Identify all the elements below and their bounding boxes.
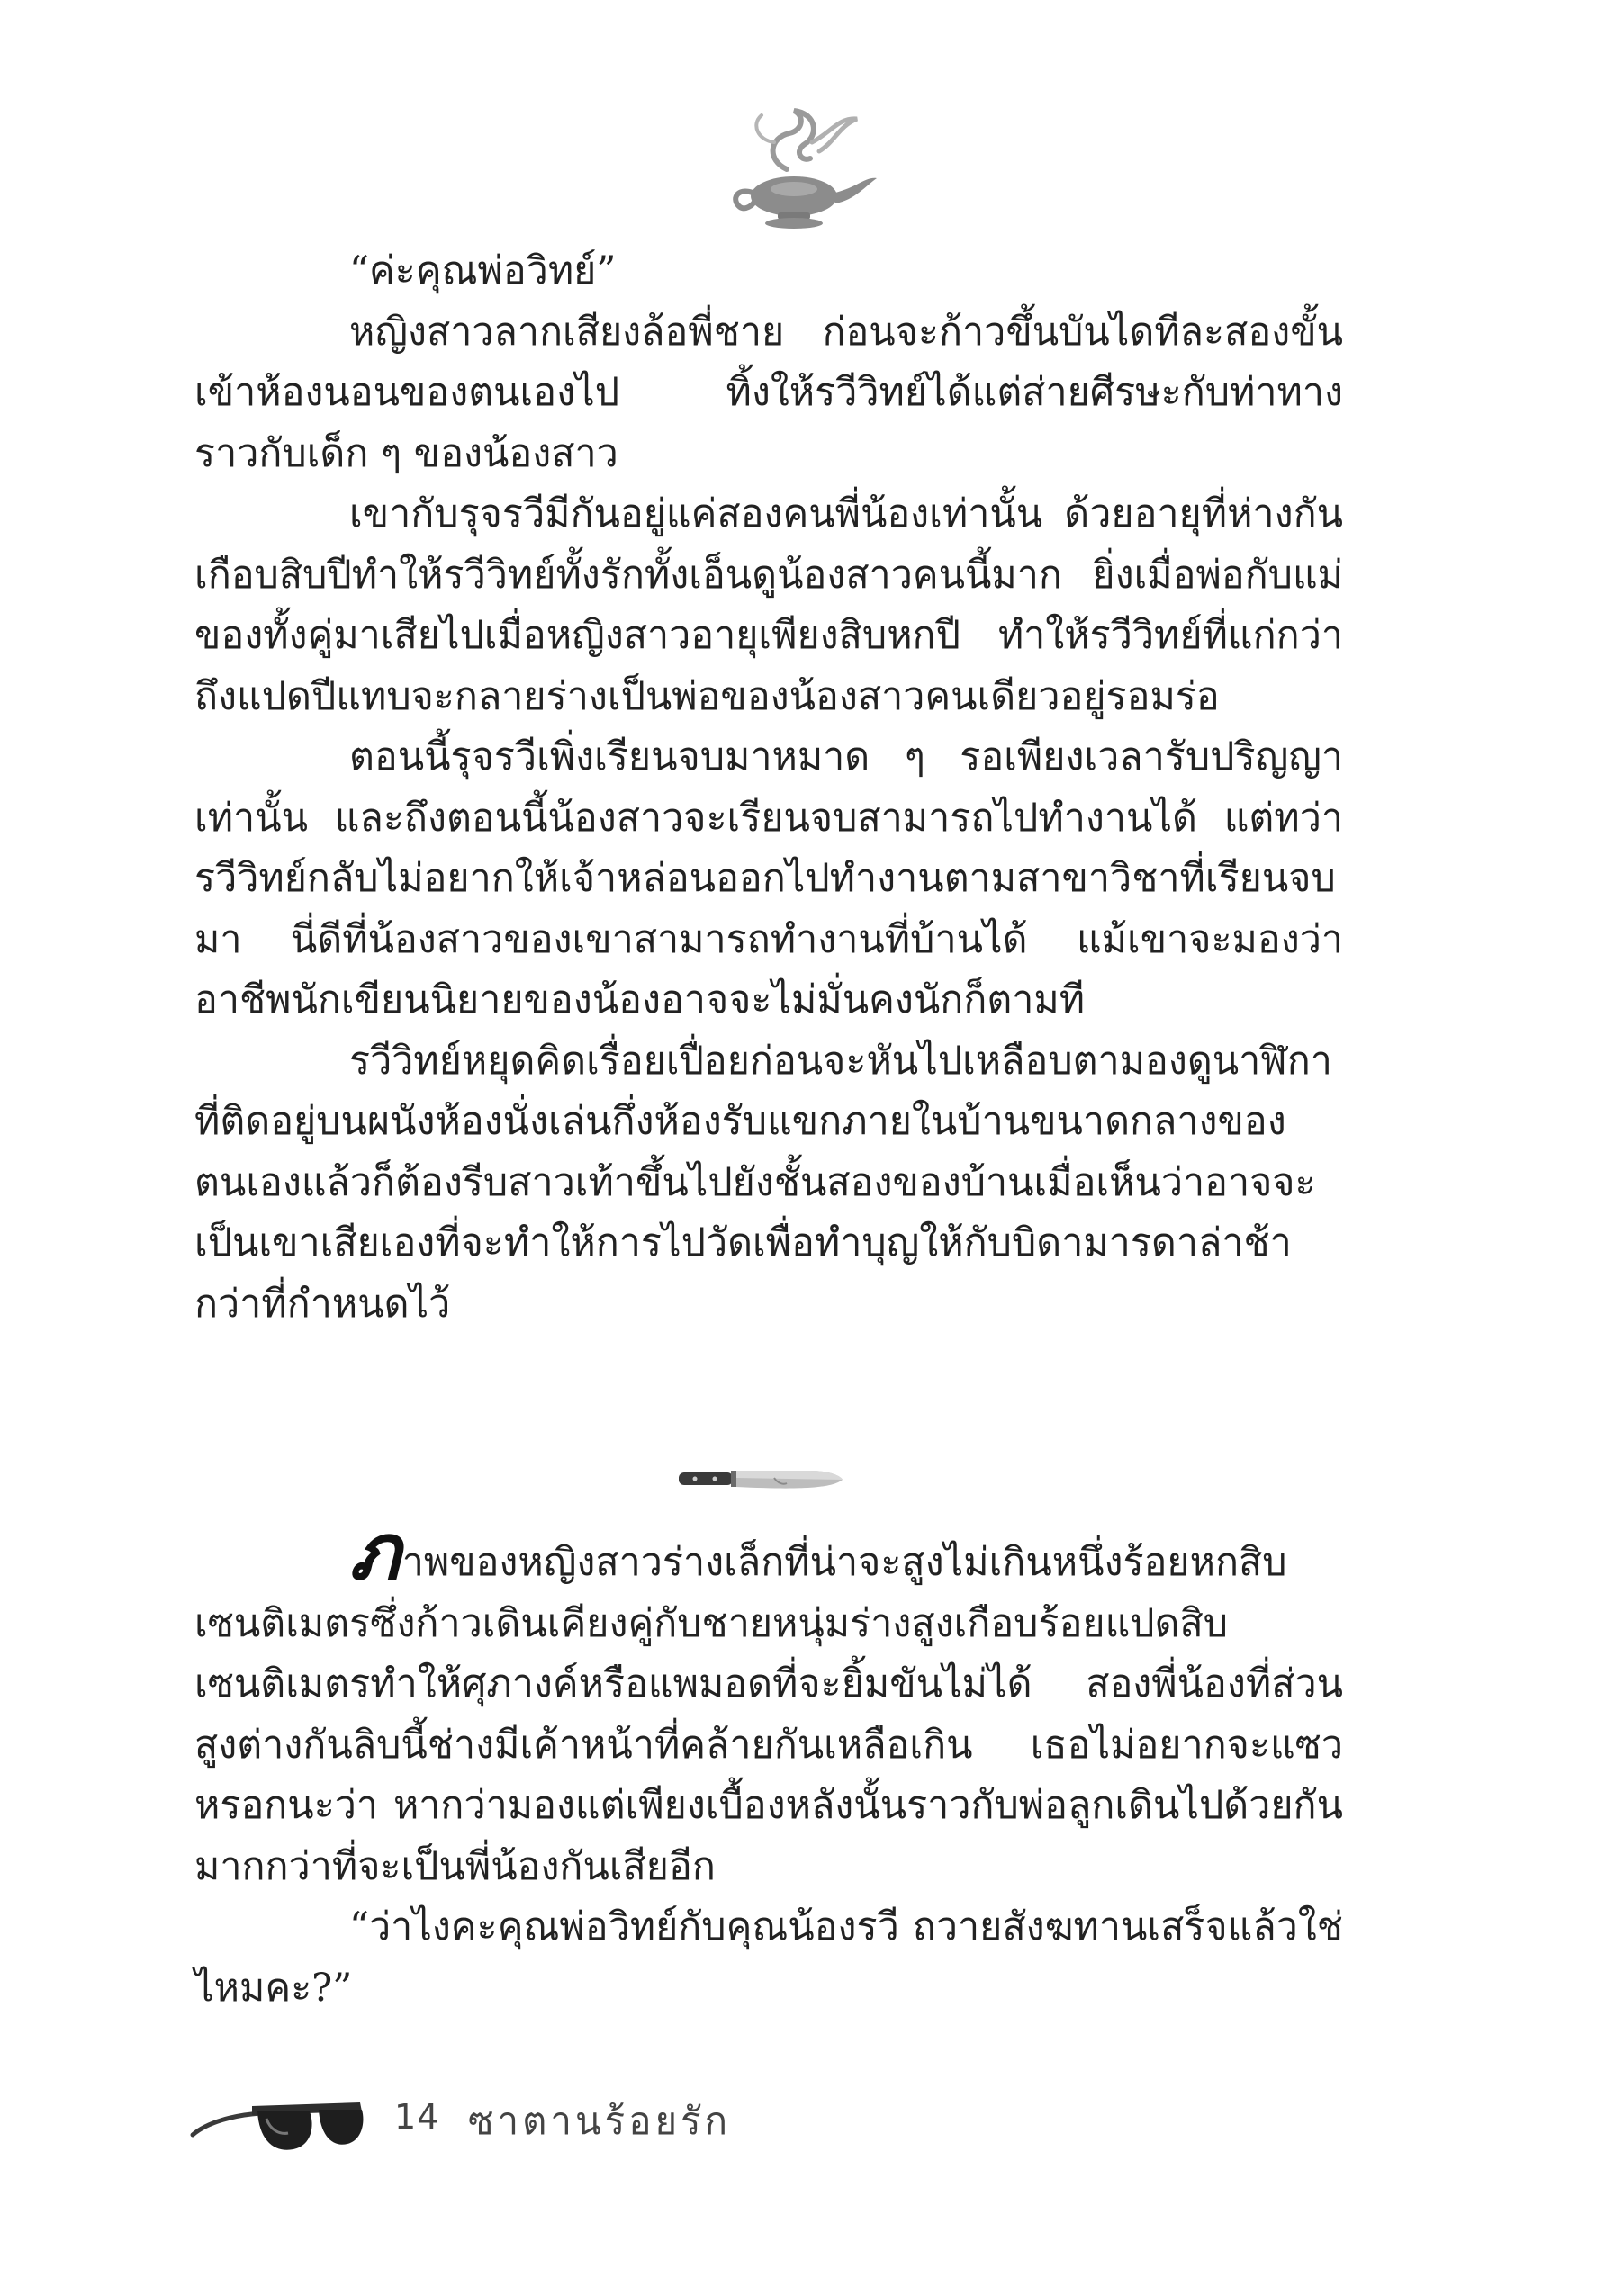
paragraph-6-text: าพของหญิงสาวร่างเล็กที่น่าจะสูงไม่เกินหนึ่งร้อยหกสิบเซนติเมตรซึ่งก้าวเดินเคียงคู่กับชายหนุ่มร่างสูงเกือบร้อยแปดสิบเซนติเมตรทำให้ศุภางค์หรือแพมอดที่จะยิ้มขันไม่ได้ สองพี่น้องที่ส่วนสูงต่างกันลิบนี้ช่างมีเค้าหน้าที่คล้ายกันเหลือเกิน เธอไม่อยากจะแซวหรอกนะว่า หากว่ามองแต่เพียงเบื้องหลังนั้นราวกับพ่อลูกเดินไปด้วยกันมากกว่าที่จะเป็นพี่น้องกันเสียอีก [194, 1540, 1343, 1889]
paragraph-6 [194, 1508, 1343, 1897]
main-text [194, 241, 1343, 1335]
drop-cap: ภ [349, 1508, 401, 1598]
page-footer [189, 2079, 909, 2160]
page-number: 14 [394, 2097, 440, 2137]
paragraph-3: เขากับรุจรวีมีกันอยู่แค่สองคนพี่น้องเท่านั้น ด้วยอายุที่ห่างกันเกือบสิบปีทำให้รวีวิทย์ทั้งรักทั้งเอ็นดูน้องสาวคนนี้มาก ยิ่งเมื่อพ่อกับแม่ของทั้งคู่มาเสียไปเมื่อหญิงสาวอายุเพียงสิบหกปี ทำให้รวีวิทย์ที่แก่กว่าถึงแปดปีแทบจะกลายร่างเป็นพ่อของน้องสาวคนเดียวอยู่รอมร่อ [194, 491, 1343, 719]
paragraph-2: หญิงสาวลากเสียงล้อพี่ชาย ก่อนจะก้าวขึ้นบันไดทีละสองขั้นเข้าห้องนอนของตนเองไป ทิ้งให้รวีวิทย์ได้แต่ส่ายศีรษะกับท่าทางราวกับเด็ก ๆ ของน้องสาว [194, 309, 1343, 476]
paragraph-1: “ค่ะคุณพ่อวิทย์” [349, 248, 617, 293]
sunglasses-icon [189, 2079, 369, 2160]
paragraph-7: “ว่าไงคะคุณพ่อวิทย์กับคุณน้องรวี ถวายสังฆทานเสร็จแล้วใช่ไหมคะ?” [194, 1904, 1343, 2011]
paragraph-4: ตอนนี้รุจรวีเพิ่งเรียนจบมาหมาด ๆ รอเพียงเวลารับปริญญาเท่านั้น และถึงตอนนี้น้องสาวจะเรียนจบสามารถไปทำงานได้ แต่ทว่ารวีวิทย์กลับไม่อยากให้เจ้าหล่อนออกไปทำงานตามสาขาวิชาที่เรียนจบมา นี่ดีที่น้องสาวของเขาสามารถทำงานที่บ้านได้ แม้เขาจะมองว่าอาชีพนักเขียนนิยายของน้องอาจจะไม่มั่นคงนักก็ตามที [194, 734, 1343, 1022]
paragraph-5: รวีวิทย์หยุดคิดเรื่อยเปื่อยก่อนจะหันไปเหลือบตามองดูนาฬิกาที่ติดอยู่บนผนังห้องนั่งเล่นกึ่งห้องรับแขกภายในบ้านขนาดกลางของตนเองแล้วก็ต้องรีบสาวเท้าขึ้นไปยังชั้นสองของบ้านเมื่อเห็นว่าอาจจะเป็นเขาเสียเองที่จะทำให้การไปวัดเพื่อทำบุญให้กับบิดามารดาล่าช้ากว่าที่กำหนดไว้ [194, 1038, 1332, 1327]
book-title: ซาตานร้อยรัก [468, 2099, 732, 2143]
knife-icon [675, 1456, 846, 1501]
genie-lamp-icon [704, 106, 884, 232]
section-two-text [194, 1508, 1343, 2019]
